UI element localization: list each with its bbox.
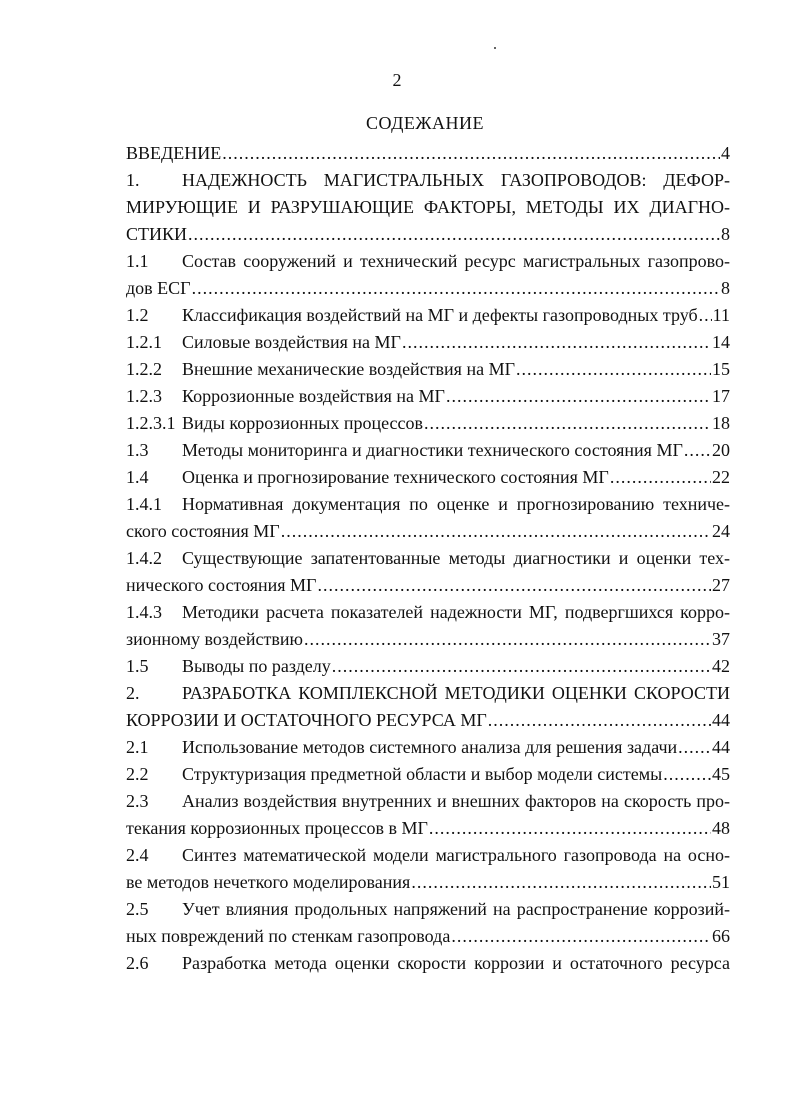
toc-entry-page: 14 (712, 332, 730, 352)
toc-entry (126, 788, 730, 842)
toc-entry-title: РАЗРАБОТКА КОМПЛЕКСНОЙ МЕТОДИКИ ОЦЕНКИ СКОРОСТИ (182, 683, 730, 703)
toc-entry (126, 410, 730, 437)
toc-entry-line (126, 896, 730, 923)
dot-leader (424, 410, 711, 437)
toc-entry-line (126, 842, 730, 869)
toc-entry-title: дов ЕСГ (126, 278, 191, 298)
toc-entry-line (126, 518, 730, 545)
toc-entry-line (126, 302, 730, 329)
page-number: 2 (392, 70, 402, 90)
dot-leader (488, 707, 711, 734)
dot-leader (188, 221, 720, 248)
toc-entry-page: 20 (712, 440, 730, 460)
toc-entry-line (126, 491, 730, 518)
toc-entry (126, 491, 730, 545)
toc-entry-page: 22 (712, 467, 730, 487)
toc-entry-page: 8 (721, 278, 730, 298)
dot-leader (332, 653, 711, 680)
toc-entry-title: Разработка метода оценки скорости коррозии и остаточного ресурса (182, 953, 730, 973)
dot-leader (402, 329, 711, 356)
toc-entry-line (126, 599, 730, 626)
toc-entry-title: НАДЕЖНОСТЬ МАГИСТРАЛЬНЫХ ГАЗОПРОВОДОВ: ДЕФОР- (182, 170, 730, 190)
dot-leader (192, 275, 720, 302)
toc-entry-title: Силовые воздействия на МГ (182, 332, 401, 352)
toc-entry-page: 66 (712, 926, 730, 946)
toc-entry-title: Коррозионные воздействия на МГ (182, 386, 445, 406)
toc-title: СОДЕЖАНИЕ (365, 113, 484, 133)
toc-entry-page: 24 (712, 521, 730, 541)
toc-entry-number: 1.2 (126, 305, 149, 325)
toc-entry-line (126, 761, 730, 788)
toc-entry-title: Учет влияния продольных напряжений на распространение коррозий- (182, 899, 730, 919)
toc-entry-line (126, 221, 730, 248)
toc-entry-number: 1.2.3 (126, 386, 162, 406)
toc-entry-page: 37 (712, 629, 730, 649)
toc-entry-page: 44 (712, 737, 730, 757)
toc-entry-title: Анализ воздействия внутренних и внешних факторов на скорость про- (182, 791, 730, 811)
toc-entry-title: зионному воздействию (126, 629, 303, 649)
toc-entry-line (126, 788, 730, 815)
toc-entry-page: 17 (712, 386, 730, 406)
toc-entry-line (126, 815, 730, 842)
toc-entry-page: 44 (712, 710, 730, 730)
toc-entry-number: 1.3 (126, 440, 149, 460)
toc-entry-title: Внешние механические воздействия на МГ (182, 359, 515, 379)
toc-entry-line (126, 869, 730, 896)
toc-entry (126, 734, 730, 761)
toc-entry-title: ве методов нечеткого моделирования (126, 872, 411, 892)
toc-entry-number: 2. (126, 683, 140, 703)
scan-speck (494, 47, 496, 49)
dot-leader (317, 572, 711, 599)
toc-entry-number: 1.2.3.1 (126, 413, 176, 433)
toc-entry-title: Структуризация предметной области и выбор модели системы (182, 764, 663, 784)
toc-entry-line (126, 167, 730, 194)
toc-entry-line (126, 626, 730, 653)
toc-entry-number: 1.5 (126, 656, 149, 676)
toc-entry (126, 302, 730, 329)
toc-entry-number: 2.5 (126, 899, 149, 919)
dot-leader (411, 869, 711, 896)
table-of-contents (126, 140, 730, 977)
toc-entry-line (126, 572, 730, 599)
toc-entry-page: 27 (712, 575, 730, 595)
dot-leader (699, 302, 712, 329)
toc-entry-page: 48 (712, 818, 730, 838)
dot-leader (610, 464, 711, 491)
toc-entry (126, 383, 730, 410)
toc-entry-title: Синтез математической модели магистрального газопровода на осно- (182, 845, 730, 865)
toc-entry-line (126, 707, 730, 734)
toc-entry-title: ных повреждений по стенкам газопровода (126, 926, 451, 946)
toc-entry-line (126, 248, 730, 275)
toc-entry (126, 842, 730, 896)
toc-entry-title: МИРУЮЩИЕ И РАЗРУШАЮЩИЕ ФАКТОРЫ, МЕТОДЫ ИХ ДИАГНО- (126, 197, 730, 217)
toc-entry-number: 1.1 (126, 251, 149, 271)
toc-entry (126, 329, 730, 356)
toc-entry (126, 761, 730, 788)
toc-entry (126, 167, 730, 248)
toc-entry (126, 248, 730, 302)
toc-entry-page: 4 (721, 143, 730, 163)
dot-leader (222, 140, 720, 167)
toc-entry-line (126, 680, 730, 707)
toc-entry-page: 42 (712, 656, 730, 676)
toc-entry-title: текания коррозионных процессов в МГ (126, 818, 428, 838)
toc-entry-number: 2.1 (126, 737, 149, 757)
toc-entry-title: СТИКИ (126, 224, 188, 244)
dot-leader (516, 356, 711, 383)
toc-entry-title: нического состояния МГ (126, 575, 317, 595)
toc-entry-number: 2.3 (126, 791, 149, 811)
toc-entry-title: Состав сооружений и технический ресурс магистральных газопрово- (182, 251, 730, 271)
toc-entry-title: КОРРОЗИИ И ОСТАТОЧНОГО РЕСУРСА МГ (126, 710, 487, 730)
dot-leader (663, 761, 711, 788)
toc-entry-title: Нормативная документация по оценке и прогнозированию техниче- (182, 494, 730, 514)
toc-entry-title: Использование методов системного анализа для решения задачи (182, 737, 678, 757)
toc-entry-line (126, 734, 730, 761)
toc-entry-title: Виды коррозионных процессов (182, 413, 424, 433)
toc-entry-number: 1. (126, 170, 140, 190)
dot-leader (684, 437, 711, 464)
toc-entry-number: 1.4.2 (126, 548, 162, 568)
toc-entry-number: 2.2 (126, 764, 149, 784)
toc-entry-line (126, 383, 730, 410)
toc-entry-line (126, 923, 730, 950)
toc-entry-line (126, 653, 730, 680)
toc-entry-line (126, 950, 730, 977)
dot-leader (451, 923, 711, 950)
toc-entry-number: 2.4 (126, 845, 149, 865)
toc-entry (126, 950, 730, 977)
toc-entry-page: 11 (712, 305, 730, 325)
toc-entry-line (126, 545, 730, 572)
toc-entry (126, 545, 730, 599)
dot-leader (446, 383, 711, 410)
toc-entry-title: Методы мониторинга и диагностики технического состояния МГ (182, 440, 683, 460)
toc-entry (126, 680, 730, 734)
toc-entry-page: 18 (712, 413, 730, 433)
toc-entry-number: 1.2.1 (126, 332, 162, 352)
toc-entry-title: Выводы по разделу (182, 656, 331, 676)
dot-leader (281, 518, 711, 545)
toc-entry-title: ского состояния МГ (126, 521, 280, 541)
toc-entry-number: 1.4.3 (126, 602, 162, 622)
toc-entry-number: 1.4.1 (126, 494, 162, 514)
dot-leader (304, 626, 711, 653)
toc-entry (126, 464, 730, 491)
toc-entry (126, 896, 730, 950)
toc-entry (126, 653, 730, 680)
toc-entry (126, 599, 730, 653)
toc-entry-number: 2.6 (126, 953, 149, 973)
toc-entry-line (126, 194, 730, 221)
toc-entry-line (126, 437, 730, 464)
dot-leader (429, 815, 711, 842)
toc-entry-title: Методики расчета показателей надежности МГ, подвергшихся корро- (182, 602, 730, 622)
toc-entry-page: 15 (712, 359, 730, 379)
toc-entry-line (126, 356, 730, 383)
toc-entry (126, 356, 730, 383)
dot-leader (678, 734, 711, 761)
toc-entry-line (126, 410, 730, 437)
toc-entry-title: Оценка и прогнозирование технического состояния МГ (182, 467, 609, 487)
toc-entry-page: 8 (721, 224, 730, 244)
toc-entry-title: Существующие запатентованные методы диагностики и оценки тех- (182, 548, 730, 568)
toc-entry-page: 45 (712, 764, 730, 784)
toc-entry-number: 1.2.2 (126, 359, 162, 379)
toc-entry-title: Классификация воздействий на МГ и дефекты газопроводных труб (182, 305, 698, 325)
toc-entry (126, 437, 730, 464)
toc-entry-line (126, 275, 730, 302)
toc-entry-line (126, 329, 730, 356)
toc-entry-page: 51 (712, 872, 730, 892)
toc-entry-line (126, 464, 730, 491)
toc-entry-title: ВВЕДЕНИЕ (126, 143, 222, 163)
toc-entry (126, 140, 730, 167)
toc-entry-line (126, 140, 730, 167)
toc-entry-number: 1.4 (126, 467, 149, 487)
